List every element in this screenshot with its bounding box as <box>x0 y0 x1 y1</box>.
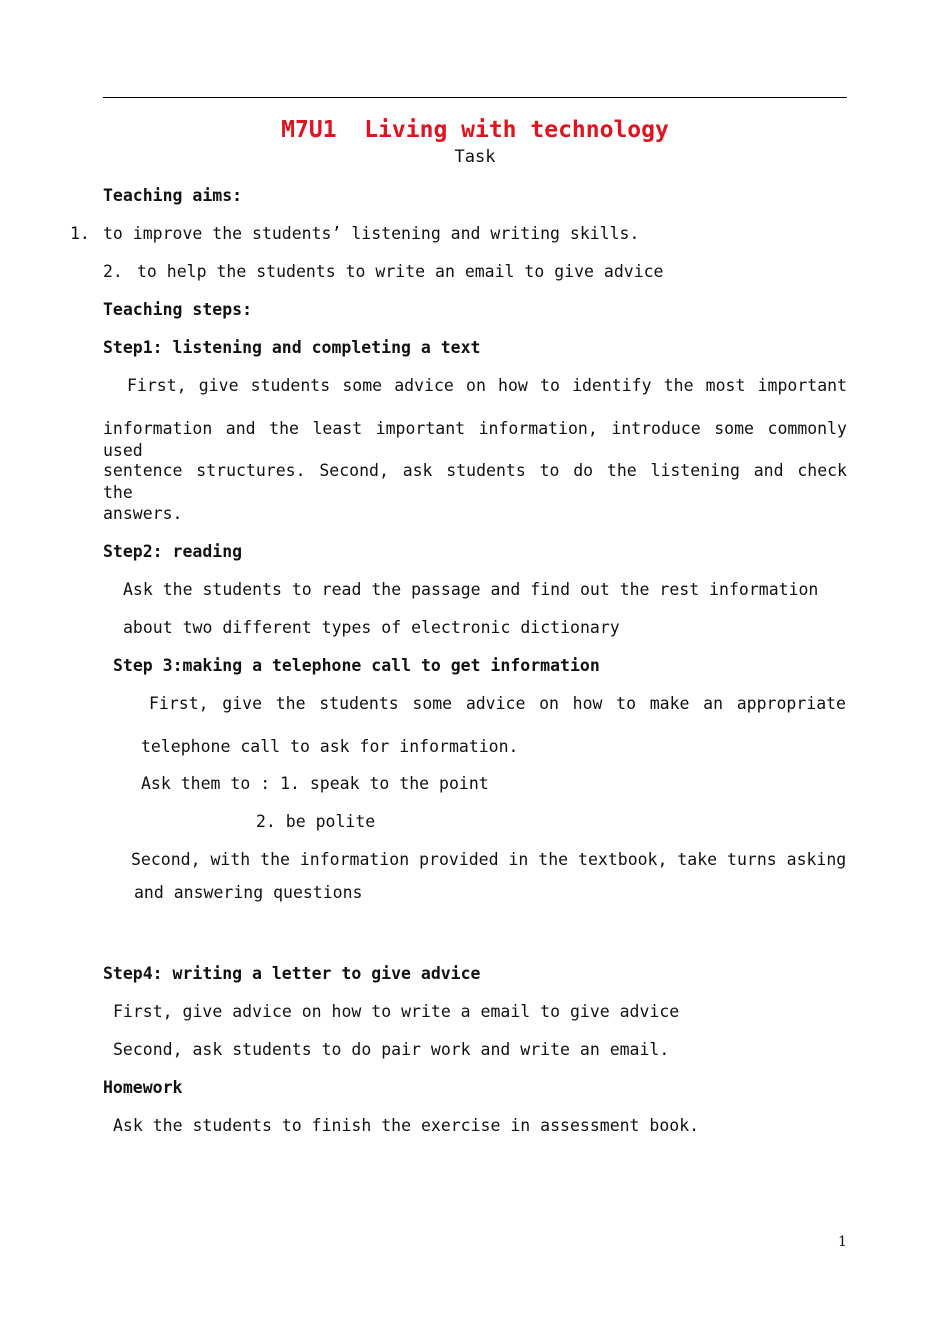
homework-heading: Homework <box>103 1078 183 1097</box>
aim-2-number: 2. <box>103 262 123 281</box>
aim-1-number: 1. <box>70 224 90 243</box>
step1-line-4: answers. <box>103 504 183 523</box>
step3-line-2: telephone call to ask for information. <box>141 737 519 756</box>
homework-text: Ask the students to finish the exercise in assessment book. <box>113 1116 700 1135</box>
header-rule <box>103 97 847 98</box>
step2-line-2: about two different types of electronic dictionary <box>123 618 620 637</box>
step1-line-3: sentence structures. Second, ask students to do the listening and check the <box>103 461 847 502</box>
step3-second-line: Second, with the information provided in the textbook, take turns asking <box>131 850 847 869</box>
page-title: M7U1 Living with technology <box>281 117 669 143</box>
step1-line-2: information and the least important information, introduce some commonly used <box>103 419 847 460</box>
step4-heading: Step4: writing a letter to give advice <box>103 964 481 983</box>
step3-ask-line: Ask them to : 1. speak to the point <box>141 774 489 793</box>
step4-line-2: Second, ask students to do pair work and write an email. <box>113 1040 670 1059</box>
step2-line-1: Ask the students to read the passage and find out the rest information <box>123 580 819 599</box>
page-number: 1 <box>838 1234 847 1250</box>
step2-heading: Step2: reading <box>103 542 243 561</box>
step3-heading: Step 3:making a telephone call to get information <box>113 656 600 675</box>
page-subtitle: Task <box>454 147 496 167</box>
teaching-steps-heading: Teaching steps: <box>103 300 253 319</box>
step3-point-2: 2. be polite <box>256 812 376 831</box>
step1-line-1: First, give students some advice on how to identify the most important <box>127 376 847 395</box>
teaching-aims-heading: Teaching aims: <box>103 186 243 205</box>
step3-second-cont: and answering questions <box>134 883 363 902</box>
step4-line-1: First, give advice on how to write a email to give advice <box>113 1002 680 1021</box>
step1-heading: Step1: listening and completing a text <box>103 338 481 357</box>
step3-line-1: First, give the students some advice on how to make an appropriate <box>149 694 846 713</box>
aim-1-text: to improve the students’ listening and writing skills. <box>103 224 640 243</box>
aim-2-text: to help the students to write an email to give advice <box>137 262 664 281</box>
